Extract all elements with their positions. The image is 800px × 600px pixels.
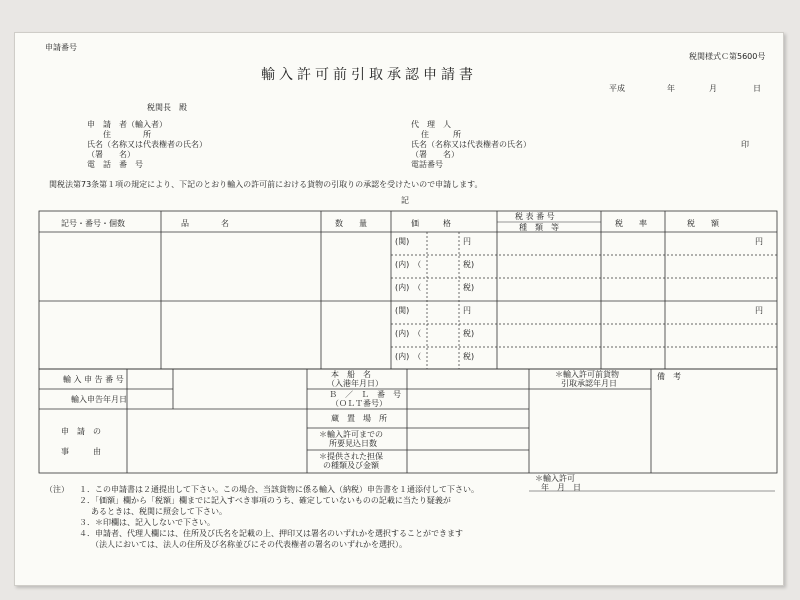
applicant-signature-label: （署 名） [87, 150, 135, 159]
note-line: ４．申請者、代理人欄には、住所及び氏名を記載の上、押印又は署名のいずれかを選択することができます [79, 529, 463, 538]
form-code: 税関様式Ｃ第5600号 [689, 52, 766, 61]
import-declaration-date-label: 輸入申告年月日 [71, 395, 127, 404]
price-row-unit: 税) [463, 329, 475, 338]
price-row-unit: 税) [463, 260, 475, 269]
remarks-label: 備 考 [657, 372, 681, 381]
note-line: ２．「価額」欄から「税額」欄までに記入すべき事項のうち、確定していないものの記載に当たり疑義が [79, 496, 451, 505]
price-row-label: (内) （ [395, 329, 422, 338]
olt-number-label: （ＯＬＴ番号） [331, 399, 387, 408]
application-reason-label: 申 請 の [61, 427, 101, 436]
bl-number-label: Ｂ ／ Ｌ 番 号 [329, 390, 401, 399]
note-line: あるときは、税関に照会して下さい。 [91, 507, 227, 516]
agent-role: 代 理 人 [411, 120, 451, 129]
ki-label: 記 [401, 196, 409, 205]
date-era: 平成 [609, 84, 625, 93]
tax-amount-yen: 円 [755, 306, 763, 315]
date-day: 日 [753, 84, 761, 93]
header-tax-code: 税 表 番 号 [515, 212, 555, 221]
price-row-label: (内) （ [395, 260, 422, 269]
application-form [14, 32, 784, 586]
ship-name-label: 本 船 名 [331, 370, 371, 379]
header-tax-amount: 税 額 [687, 219, 719, 228]
header-tax-rate: 税 率 [615, 219, 647, 228]
pickup-approval-date-label: 引取承認年月日 [561, 379, 617, 388]
agent-phone-label: 電話番号 [411, 160, 443, 169]
notes-label: （注） [45, 485, 69, 494]
price-row-unit: 円 [463, 237, 471, 246]
price-row-unit: 円 [463, 306, 471, 315]
price-row-label: (関) [395, 306, 410, 315]
price-row-unit: 税) [463, 352, 475, 361]
collateral-label-2: の種類及び金額 [323, 461, 379, 470]
statement: 関税法第73条第１項の規定により、下記のとおり輸入の許可前における貨物の引取りの承認を受けたいので申請します。 [49, 180, 483, 189]
application-number-label: 申請番号 [45, 43, 77, 52]
note-line: （法人においては、法人の住所及び名称並びにその代表権者の署名のいずれかを選択）。 [91, 540, 407, 549]
header-item-name: 品 名 [181, 219, 229, 228]
application-reason-label-2: 事 由 [61, 447, 101, 456]
form-title: 輸入許可前引取承認申請書 [261, 67, 477, 83]
date-year: 年 [667, 84, 675, 93]
applicant-name-label: 氏名（名称又は代表権者の氏名） [87, 140, 207, 149]
agent-name-label: 氏名（名称又は代表権者の氏名） [411, 140, 531, 149]
collateral-label: ＊提供された担保 [319, 452, 383, 461]
header-quantity: 数 量 [335, 219, 367, 228]
price-row-label: (関) [395, 237, 410, 246]
header-item-no: 記号・番号・個数 [61, 219, 125, 228]
applicant-phone-label: 電 話 番 号 [87, 160, 143, 169]
arrival-date-label: （入港年月日） [327, 379, 383, 388]
price-row-label: (内) （ [395, 352, 422, 361]
permit-days-label: ＊輸入許可までの [319, 430, 383, 439]
header-price: 価 格 [411, 219, 451, 228]
applicant-address-label: 住 所 [103, 130, 151, 139]
note-line: １．この申請書は２通提出して下さい。この場合、当該貨物に係る輸入（納税）申告書を１通添付して下さい。 [79, 485, 479, 494]
date-month: 月 [709, 84, 717, 93]
agent-seal-mark: 印 [741, 140, 749, 149]
tax-amount-yen: 円 [755, 237, 763, 246]
price-row-label: (内) （ [395, 283, 422, 292]
agent-address-label: 住 所 [421, 130, 461, 139]
price-row-unit: 税) [463, 283, 475, 292]
import-permit-label: ＊輸入許可 [535, 474, 575, 483]
permit-days-label-2: 所要見込日数 [329, 439, 377, 448]
header-tax-type: 種 類 等 [519, 223, 559, 232]
storage-location-label: 蔵 置 場 所 [331, 414, 387, 423]
agent-signature-label: （署 名） [411, 150, 459, 159]
import-declaration-number-label: 輸 入 申 告 番 号 [63, 375, 124, 384]
pickup-approval-label: ＊輸入許可前貨物 [555, 370, 619, 379]
addressee: 税関長 殿 [147, 103, 187, 112]
applicant-role: 申 請 者（輸入者） [87, 120, 167, 129]
note-line: ３．＊印欄は、記入しないで下さい。 [79, 518, 215, 527]
import-permit-date-label: 年 月 日 [541, 483, 581, 492]
